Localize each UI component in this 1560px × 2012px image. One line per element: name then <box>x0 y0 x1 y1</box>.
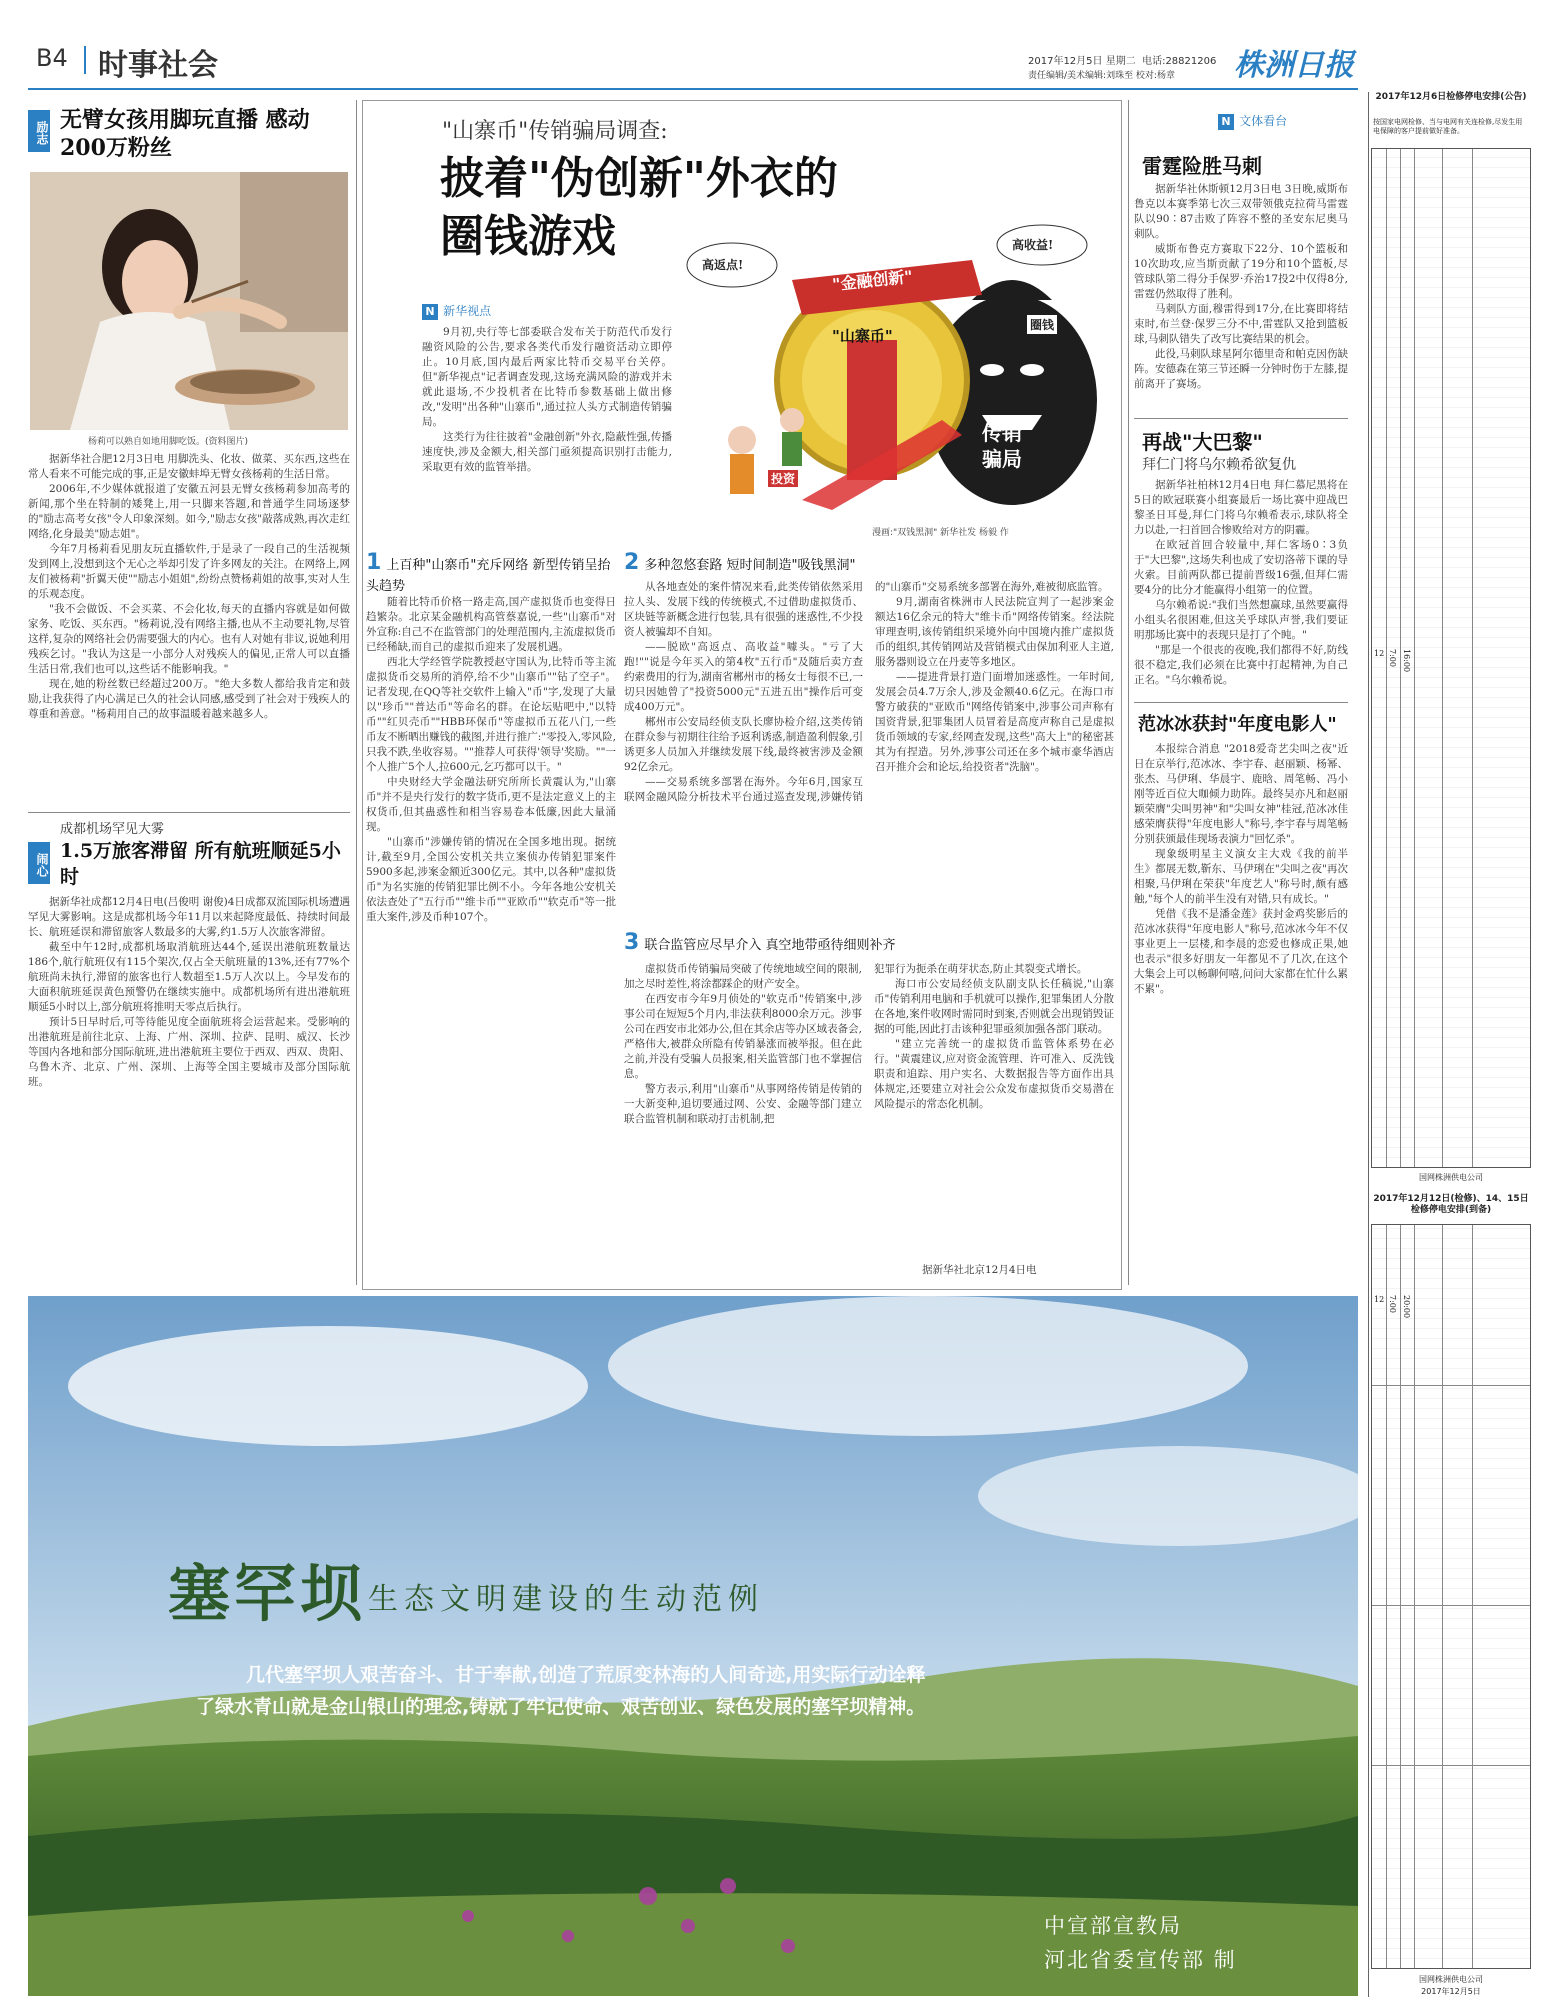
table-grid <box>1372 1225 1530 1968</box>
cartoon-credit: 漫画:"双钱黑洞" 新华社发 杨毅 作 <box>872 528 1009 538</box>
table-col <box>1414 149 1415 1167</box>
paragraph: 中央财经大学金融法研究所所长黄震认为,"山寨币"并不是央行发行的数字货币,更不是法定意义上的主权货币,但其蛊惑性和相当容易卷本低廉,因此大量涌现。 <box>366 776 616 833</box>
tag-inspire: 励志 <box>28 110 50 152</box>
paragraph: 今年7月杨莉看见朋友玩直播软件,于是录了一段自己的生活视频发到网上,没想到这个无心之举却引发了许多网友的关注。在网络上,网友们被杨莉"折翼天使""励志小姐姐",纷纷点赞杨莉姐的故事,实对人生的乐观态度。 <box>28 543 350 600</box>
sports-tag-label: 文体看台 <box>1239 114 1288 128</box>
article-body-bayern <box>1134 478 1348 688</box>
right-column <box>1134 100 1348 1285</box>
column-tag <box>422 300 491 320</box>
paragraph: 海口市公安局经侦支队副支队长任稿说,"山寨币"传销利用电脑和手机就可以操作,犯罪集团人分散在各地,案件收网时需同时到案,否则就会出现销毁证据的可能,因此打击该种犯罪亟须加强各部门联动。 <box>874 978 1114 1035</box>
table-row <box>1372 1765 1530 1766</box>
table-cell: 16:00 <box>1402 649 1411 673</box>
paragraph: "建立完善统一的虚拟货币监管体系势在必行。"黄震建议,应对资金流管理、许可准入、反洗钱职责和追踪、用户实名、大数据报告等方面作出具体规定,还要建立对社会公众发布虚拟货币交易潜在风险提示的常态化机制。 <box>874 1038 1114 1110</box>
header-date <box>1028 52 1216 67</box>
cartoon-bubble-left: 高返点! <box>702 258 744 272</box>
section-title: 上百种"山寨币"充斥网络 新型传销呈抬头趋势 <box>366 558 611 594</box>
section-2-body <box>624 580 1114 925</box>
banner-text-line-1: 几代塞罕坝人艰苦奋斗、甘于奉献,创造了荒原变林海的人间奇迹,用实际行动诠释 <box>246 1664 926 1686</box>
table-col <box>1400 1225 1401 1968</box>
divider <box>28 812 350 813</box>
outage-table-1-title: 2017年12月6日检修停电安排(公告) <box>1375 92 1527 102</box>
outage-table-1 <box>1371 148 1531 1168</box>
banner-text-line-2: 了绿水青山就是金山银山的理念,铸就了牢记使命、艰苦创业、绿色发展的塞罕坝精神。 <box>196 1696 926 1718</box>
table-cell: 20:00 <box>1402 1295 1411 1319</box>
table-col <box>1442 1225 1443 1968</box>
center-story <box>362 100 1122 1290</box>
paragraph: "我不会做饭、不会买菜、不会化妆,每天的直播内容就是如何做家务、吃饭、买东西。"杨莉说,没有网络主播,也从不主动要礼物,尽管这样,复杂的网络社会仍需要强大的内心。也有人对她有非议,说她利用残疾乞讨。"我认为这是一小部分人对残疾人的偏见,正常人可以直播生活日常,我们也可以,这些话不能影响我。" <box>28 603 350 675</box>
paragraph: "山寨币"涉嫌传销的情况在全国多地出现。据统计,截至9月,全国公安机关共立案侦办传销犯罪案件5900多起,涉案金额近300亿元。其中,以各种"虚拟货币"为名实施的传销犯罪比例不小。今年各地公安机关依法查处了"五行币""维卡币""亚欧币""软克币"等一批重大案件,涉及币种107个。 <box>366 836 616 923</box>
left-column <box>28 100 350 1285</box>
column-rule <box>356 100 357 1285</box>
sports-tag-badge: N <box>1218 114 1234 130</box>
banner-credit-1: 中宣部宣教局 <box>1044 1914 1182 1938</box>
banner-credit-2: 河北省委宣传部 制 <box>1044 1948 1237 1972</box>
paragraph: 在欧冠首回合较量中,拜仁客场0∶3负于"大巴黎",这场失利也成了安切洛蒂下课的导火索。目前两队都已提前晋级16强,但拜仁需要4分的比分才能赢得小组第一的位置。 <box>1134 539 1348 596</box>
section-3-body-right <box>874 962 1114 1252</box>
paragraph: 据新华社合肥12月3日电 用脚洗头、化妆、做菜、买东西,这些在常人看来不可能完成的事,正是安徽蚌埠无臂女孩杨莉的生活日常。 <box>28 453 350 480</box>
paragraph: 虚拟货币传销骗局突破了传统地域空间的限制,加之尽时差性,将涂都踩企的财产安全。 <box>624 963 862 990</box>
paragraph: 威斯布鲁克方赛取下22分、10个篮板和10次助攻,应当斯贡献了19分和10个篮板,尽管球队第二得分手保罗·乔治17投2中仅得8分,雷霆仍然取得了胜利。 <box>1134 243 1348 300</box>
table-row <box>1372 1605 1530 1606</box>
paragraph: 9月,湖南省株洲市人民法院宣判了一起涉案金额达16亿余元的特大"维卡币"网络传销案。经法院审理查明,该传销组织采境外向中国境内推广虚拟货币的组织,其传销网站及营销模式由保加利亚人主道,服务器则设立在丹麦等多地区。 <box>875 596 1114 668</box>
paragraph: 2006年,不少媒体就报道了安徽五河县无臂女孩杨莉参加高考的新闻,那个坐在特制的矮凳上,用一只脚来答题,和普通学生同场逐梦的"励志高考女孩"令人印象深刻。如今,"励志女孩"敲落成熟,再次走红网络,化身最美"励志姐"。 <box>28 483 350 540</box>
table-cell: 7:00 <box>1388 649 1397 667</box>
cartoon-banner: "金融创新" <box>831 266 914 295</box>
main-headline: 披着"伪创新"外衣的圈钱游戏 <box>440 153 838 262</box>
outage-table-2 <box>1371 1224 1531 1969</box>
outage-footer-1: 国网株洲供电公司 <box>1419 1173 1483 1182</box>
article-title-bayern: 再战"大巴黎" <box>1142 430 1263 454</box>
page-header <box>28 40 1358 84</box>
section-title: 多种忽悠套路 短时间制造"吸钱黑洞" <box>644 558 856 573</box>
section-2-heading <box>624 550 1114 575</box>
section-number: 1 <box>366 550 382 575</box>
landscape-illustration <box>28 1296 1358 1996</box>
article-body-thunder <box>1134 182 1348 392</box>
column-tag-badge: N <box>422 304 438 320</box>
header-divider <box>84 46 86 74</box>
cartoon-bubble-right: 高收益! <box>1012 238 1054 252</box>
article-body-airport <box>28 895 350 1090</box>
section-1-heading <box>366 550 616 594</box>
paragraph: 现在,她的粉丝数已经超过200万。"绝大多数人都给我肯定和鼓励,让我获得了内心满足已久的社会认同感,感受到了社会对于残疾人的尊重和善意。"杨莉用自己的故事温暖着越来越多人。 <box>28 678 350 720</box>
paragraph: 预计5日早时后,可等待能见度全面航班将会运营起来。受影响的出港航班是前往北京、上海、广州、深圳、拉萨、昆明、威汉、长沙等国内各地和部分国际航班,进出港航班主要位于西双、西双、贵阳、乌鲁木齐、北京、广州、深圳、上海等全国主要城市及部分国际航班。 <box>28 1016 350 1088</box>
table-col <box>1472 149 1473 1167</box>
article-body-fan <box>1134 742 1348 997</box>
paragraph: 现象级明星主义演女主大戏《我的前半生》都展无数,靳东、马伊琍在"尖叫之夜"再次相聚,马伊琍在荣获"年度艺人"称号时,颇有感触,"每个人的前半生没有对错,只有成长。" <box>1134 848 1348 905</box>
paragraph: ——提进背景打造门面增加迷惑性。一年时间,发展会员4.7万余人,涉及金额40.6亿元。在海口市警方破获的"亚欧币"网络传销案中,涉事公司声称有国资背景,犯罪集团人员冒着是高度声称自己是虚拟货币领域的专家,经网查发现,这些"高大上"的秘密甚其为有捏造。另外,涉事公司还在多个城市豪华酒店召开推介会和论坛,给投资者"洗脑"。 <box>875 671 1114 773</box>
table-cell: 12 <box>1374 1295 1385 1304</box>
paragraph: 乌尔赖希说:"我们当然想赢球,虽然要赢得小组头名很困难,但这关乎球队声誉,我们要证明那场比赛中的表现只是打了个盹。" <box>1134 599 1348 641</box>
intro-text <box>422 325 672 475</box>
paragraph: 据新华社休斯顿12月3日电 3日晚,威斯布鲁克以本赛季第七次三双带领俄克拉荷马雷霆队以90∶87击败了阵容不整的圣安东尼奥马刺队。 <box>1134 183 1348 240</box>
outage-table-2-title: 2017年12月12日(检修)、14、15日检修停电安排(到备) <box>1373 1194 1529 1215</box>
table-cell: 7:00 <box>1388 1295 1397 1313</box>
byline: 据新华社北京12月4日电 <box>922 1264 1037 1276</box>
page-number: B4 <box>36 44 68 72</box>
article-title-fan: 范冰冰获封"年度电影人" <box>1138 714 1337 735</box>
paragraph: ——交易系统多部署在海外。今年6月,国家互联网金融风险分析技术平台通过巡查发现,涉嫌传销的"山寨币"交易系统多部署在海外,难被彻底监管。 <box>624 581 1109 803</box>
section-3-heading <box>624 930 1114 955</box>
paragraph: 据新华社成都12月4日电(吕俊明 谢俊)4日成都双流国际机场遭遇罕见大雾影响。这是成都机场今年11月以来起降度最低、持续时间最长、航班延误和滞留旅客人数最多的大雾,约1.5万人次旅客滞留。 <box>28 896 350 938</box>
paragraph: 犯罪行为扼杀在萌芽状态,防止其裂变式增长。 <box>874 963 1088 975</box>
table-col <box>1400 149 1401 1167</box>
paragraph: 随着比特币价格一路走高,国产虚拟货币也变得日趋繁杂。北京某金融机构高管蔡嘉说,一些"山寨币"对外宣称:自己不在监管部门的处理范围内,主流虚拟货币已经稀缺,而自己的虚拟币迎来了发展机遇。 <box>366 596 616 653</box>
paragraph: 9月初,央行等七部委联合发布关于防范代币发行融资风险的公告,要求各类代币发行融资活动立即停止。10月底,国内最后两家比特币交易平台关停。但"新华视点"记者调查发现,这场充满风险的游戏并未就此退场,不少投机者在比特币参数基础上做出修改,"发明"出各种"山寨币",通过拉人头方式制造传销骗局。 <box>422 326 672 428</box>
section-number: 2 <box>624 550 640 575</box>
paragraph: 截至中午12时,成都机场取消航班达44个,延误出港航班数量达186个,航行航班仅有115个架次,仅占全天航班量的13%,还有77%个航班尚未执行,滞留的旅客也行人数超至1.5万人次以上。今早发布的大面积航班延误黄色预警仍在继续实施中。成都机场所有进出港航班顺延5小时以上,部分航班将推明天零点后执行。 <box>28 941 350 1013</box>
table-row <box>1372 1385 1530 1386</box>
divider <box>1134 702 1348 703</box>
paragraph: 西北大学经管学院教授赵守国认为,比特币等主流虚拟货币交易所的消停,给不少"山寨币""钻了空子"。记者发现,在QQ等社交软件上输入"币"字,发现了大量以"珍币""普达币"等命名的群。在论坛贴吧中,"以特币""红贝壳币""HBB环保币"等虚拟币五花八门,一些币友不断晒出赚钱的截图,并进行推广:"零投入,零风险,只我不跌,坐收容易。""推荐人可获得'领导'奖励。""一个人推广5个人,拉600元,乞巧都可以干。" <box>366 656 616 773</box>
article-subtitle-bayern: 拜仁门将乌尔赖希欲复仇 <box>1142 457 1296 473</box>
paragraph: 郴州市公安局经侦支队长廖协检介绍,这类传销在群众参与初期往往给予返利诱惑,制造盈利假象,引诱更多人员加入并继续发展下线,最终被害涉及金额92亿余元。 <box>624 716 863 773</box>
paragraph: ——脱欧"高返点、高收益"噱头。"亏了大跑!""说是今年买入的第4枚"五行币"及随后卖方查约索费用的行为,湖南省郴州市的杨女士每很不已,一切只因她曾了"投资5000元"五进五出"操作后可变成400万元"。 <box>624 641 863 713</box>
outage-footer-2: 国网株洲供电公司 <box>1419 1975 1483 1984</box>
table-col <box>1414 1225 1415 1968</box>
section-title: 联合监管应尽早介入 真空地带亟待细则补齐 <box>644 938 896 953</box>
table-col <box>1386 149 1387 1167</box>
phone: 电话:28821206 <box>1142 56 1217 67</box>
girl-photo-caption: 杨莉可以熟自如地用脚吃饭。(资料图片) <box>88 437 249 447</box>
girl-photo-drawing <box>30 172 348 430</box>
paragraph: 本报综合消息 "2018爱奇艺尖叫之夜"近日在京举行,范冰冰、李宇春、赵丽颖、杨幂、张杰、马伊琍、华晨宇、鹿晗、周笔畅、冯小刚等近百位大咖倾力助阵。最终吴亦凡和赵丽颖荣膺"尖叫男神"和"尖叫女神"桂冠,范冰冰佳感荣膺获得"年度电影人"称号,李宇春与周笔畅分别获颁最佳现场表演力"回忆杀"。 <box>1134 743 1348 845</box>
paragraph: 从各地查处的案件情况来看,此类传销依然采用拉人头、发展下线的传统模式,不过借助虚拟货币、区块链等新概念进行包装,具有很强的迷惑性,不少投资人被骗却不自知。 <box>624 581 863 638</box>
paragraph: 在西安市今年9月侦处的"软克币"传销案中,涉事公司在短短5个月内,非法获利8000余万元。涉事公司在西安市北郊办公,但在其余店等办区域表备会,严格伟大,被群众所隐有传销暴涨而被举报。但在此之前,并没有受骗人员报案,相关监管部门也不掌握信息。 <box>624 993 862 1080</box>
table-cell: 12 <box>1374 649 1385 658</box>
table-col <box>1472 1225 1473 1968</box>
header-rule <box>28 88 1358 90</box>
paragraph: 凭借《我不是潘金莲》获封金鸡奖影后的范冰冰获得"年度电影人"称号,范冰冰今年不仅事业更上一层楼,和李晨的恋爱也修成正果,她也表示"很多好朋友一年都见不了几次,在这个大集会上可以畅聊何嘻,问问大家都在忙什么累不累"。 <box>1134 908 1348 995</box>
paragraph: 马刺队方面,穆雷得到17分,在比赛即将结束时,布兰登·保罗三分不中,雷霆队又抢到篮板球,马刺队错失了改写比赛结果的机会。 <box>1134 303 1348 345</box>
outage-table-1-note: 按国家电网检修、当与电网有关连检修,尽发生用电保障的客户提前做好准备。 <box>1373 118 1523 135</box>
paragraph: 警方表示,利用"山寨币"从事网络传销是传销的一大新变种,追切要通过网、公安、金融等部门建立联合监管机制和联动打击机制,把 <box>624 1083 862 1125</box>
sports-tag <box>1218 110 1287 130</box>
table-col <box>1386 1225 1387 1968</box>
section-1-body <box>366 595 616 925</box>
section-3-body-left <box>624 962 862 1262</box>
cartoon-coin-label: "山寨币" <box>832 327 893 345</box>
paragraph: 据新华社柏林12月4日电 拜仁慕尼黑将在5日的欧冠联赛小组赛最后一场比赛中迎战巴黎圣日耳曼,拜仁门将乌尔赖希表示,球队将全力以赴,一扫首回合惨败给对方的阴霾。 <box>1134 479 1348 536</box>
cartoon-bag-label: 圈钱 <box>1027 315 1057 334</box>
article-title-girl: 无臂女孩用脚玩直播 感动200万粉丝 <box>60 107 310 161</box>
article-title-airport: 1.5万旅客滞留 所有航班顺延5小时 <box>60 840 341 888</box>
issue-date: 2017年12月5日 星期二 <box>1028 56 1136 67</box>
column-tag-label: 新华视点 <box>443 304 492 318</box>
article-title-thunder: 雷霆险胜马刺 <box>1142 154 1262 178</box>
paragraph: 此役,马刺队球星阿尔德里奇和帕克因伤缺阵。安德森在第三节还瞬一分钟时伤于左膝,提前离开了赛场。 <box>1134 348 1348 390</box>
editors-line: 责任编辑/美术编辑:刘珠至 校对:杨章 <box>1028 71 1175 81</box>
banner-subtitle: 生态文明建设的生动范例 <box>368 1582 764 1617</box>
tag-annoying: 闹心 <box>28 842 50 884</box>
saihanba-banner <box>28 1296 1358 1996</box>
masthead-logo: 株洲日报 <box>1234 48 1354 83</box>
divider <box>1134 418 1348 419</box>
article-body-girl <box>28 452 350 722</box>
article-kicker-airport: 成都机场罕见大雾 <box>60 822 165 837</box>
headline-kicker: "山寨币"传销骗局调查: <box>442 119 668 144</box>
cartoon-invest-label: 投资 <box>768 470 798 487</box>
banner-title: 塞罕坝 <box>168 1557 367 1630</box>
girl-photo <box>30 172 348 430</box>
column-rule <box>1128 100 1129 1285</box>
paragraph: "那是一个很丧的夜晚,我们都得不好,防线很不稳定,我们必须在比赛中打起精神,为自己正名。"乌尔赖希说。 <box>1134 644 1348 686</box>
cartoon-side-label: 传销骗局 <box>982 421 1022 471</box>
table-col <box>1442 149 1443 1167</box>
section-number: 3 <box>624 930 640 955</box>
outage-footer-date: 2017年12月5日 <box>1421 1987 1481 1996</box>
section-title: 时事社会 <box>98 48 218 83</box>
paragraph: 这类行为往往披着"金融创新"外衣,隐蔽性强,传播速度快,涉及金额大,相关部门亟须提高识别打击能力,采取更有效的监管举措。 <box>422 431 672 473</box>
outage-sidebar <box>1368 92 1532 1997</box>
cartoon <box>682 220 1102 520</box>
